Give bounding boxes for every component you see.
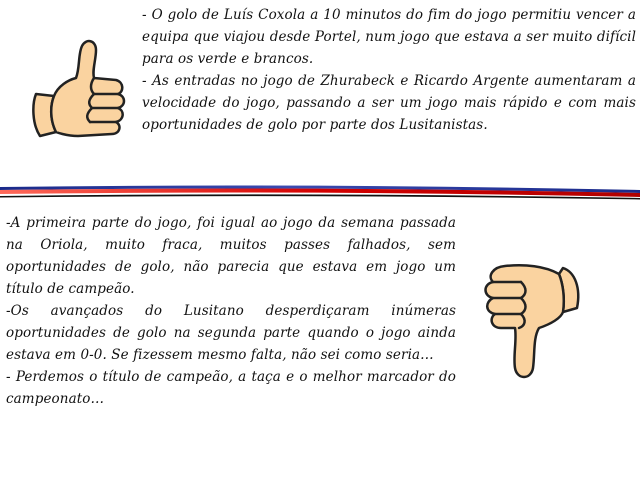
- thumbs-down-icon: [475, 258, 587, 388]
- negative-point-3: - Perdemos o título de campeão, a taça e o melhor marcador do campeonato…: [6, 369, 456, 407]
- positives-text: [142, 4, 636, 136]
- positive-point-2: - As entradas no jogo de Zhurabeck e Ricardo Argente aumentaram a velocidade do jogo, passando a ser um jogo mais rápido e com mais oportunidades de golo por parte dos Lusitanistas.: [142, 73, 636, 133]
- section-divider: [0, 184, 640, 202]
- negative-point-2: -Os avançados do Lusitano desperdiçaram inúmeras oportunidades de golo na segunda parte quando o jogo ainda estava em 0-0. Se fizessem mesmo falta, não sei como seria…: [6, 303, 456, 363]
- positive-point-1: - O golo de Luís Coxola a 10 minutos do fim do jogo permitiu vencer a equipa que viajou desde Portel, num jogo que estava a ser muito difícil para os verde e brancos.: [142, 7, 636, 67]
- negative-point-1: -A primeira parte do jogo, foi igual ao jogo da semana passada na Oriola, muito fraca, muitos passes falhados, sem oportunidades de golo, não parecia que estava em jogo um título de campeão.: [6, 215, 456, 297]
- thumbs-up-icon: [28, 34, 128, 146]
- negatives-text: [6, 212, 456, 410]
